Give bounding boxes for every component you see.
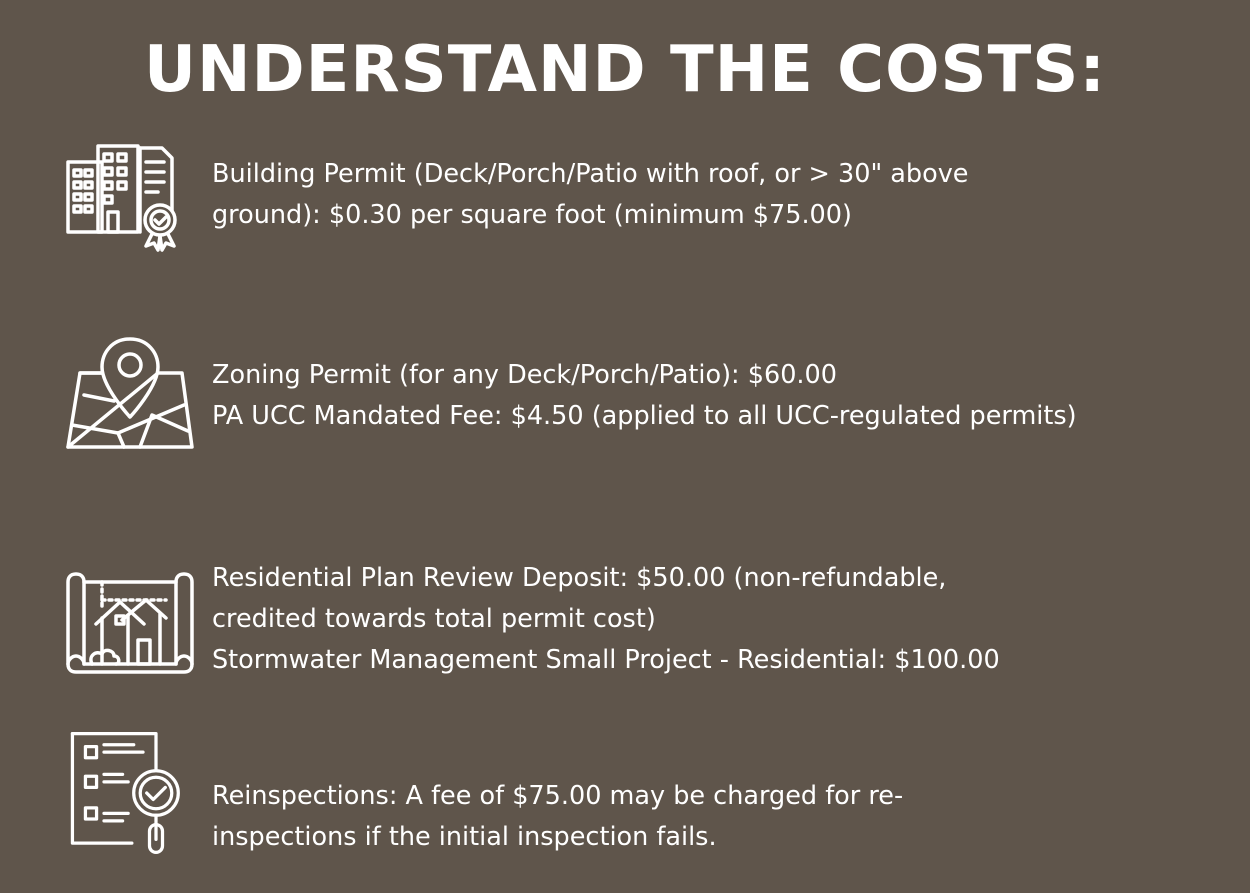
page-title: UNDERSTAND THE COSTS: — [144, 33, 1106, 107]
cost-line: Residential Plan Review Deposit: $50.00 (non-refundable, — [212, 563, 947, 593]
cost-item-text — [212, 154, 1212, 236]
cost-line: Zoning Permit (for any Deck/Porch/Patio): $60.00 — [212, 360, 837, 390]
cost-line: ground): $0.30 per square foot (minimum $75.00) — [212, 200, 852, 230]
cost-line: Stormwater Management Small Project - Residential: $100.00 — [212, 645, 1000, 675]
cost-item-text — [212, 558, 1212, 681]
checklist-inspection-icon — [62, 728, 198, 858]
cost-line: credited towards total permit cost) — [212, 604, 656, 634]
cost-item-text — [212, 355, 1212, 437]
cost-line: Building Permit (Deck/Porch/Patio with roof, or > 30" above — [212, 159, 969, 189]
house-blueprint-icon — [62, 560, 198, 690]
map-pin-icon — [62, 335, 198, 465]
buildings-certificate-icon — [62, 140, 198, 270]
cost-line: PA UCC Mandated Fee: $4.50 (applied to all UCC-regulated permits) — [212, 401, 1077, 431]
cost-line: inspections if the initial inspection fails. — [212, 822, 717, 852]
cost-item-text — [212, 776, 1212, 858]
cost-line: Reinspections: A fee of $75.00 may be charged for re- — [212, 781, 904, 811]
